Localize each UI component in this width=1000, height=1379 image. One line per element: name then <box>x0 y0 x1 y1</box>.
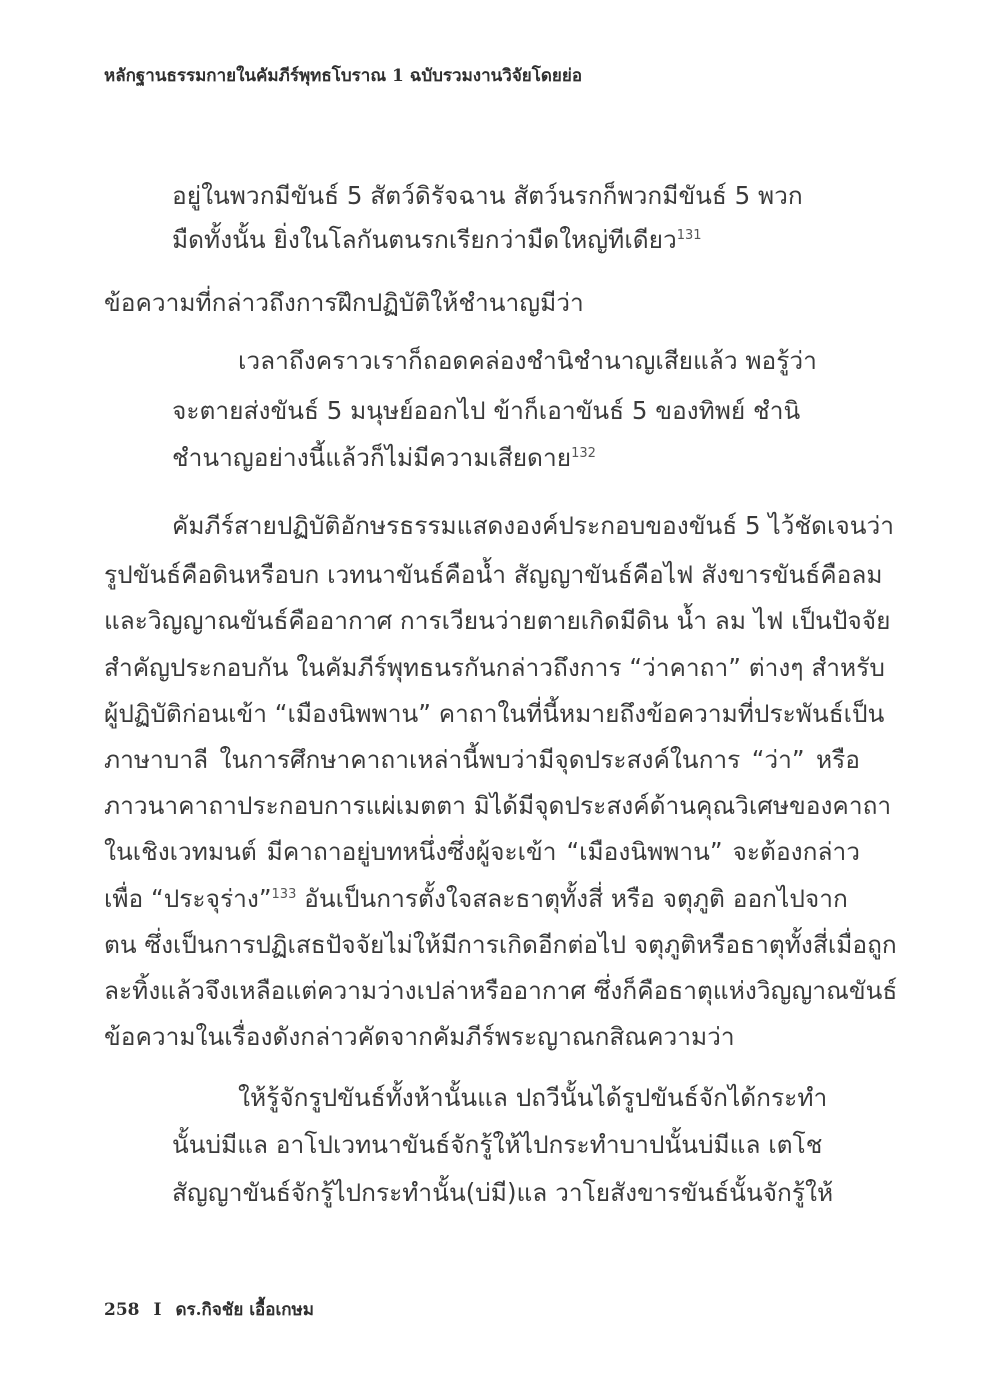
quote-line: นั้นบ่มีแล อาโปเวทนาขันธ์จักรู้ให้ไปกระทำบาปนั้นบ่มีแล เตโช <box>172 1130 823 1159</box>
paragraph-line: ผู้ปฏิบัติก่อนเข้า “เมืองนิพพาน” คาถาในที่นี้หมายถึงข้อความที่ประพันธ์เป็น <box>104 699 885 728</box>
quote-line <box>172 225 702 255</box>
paragraph-line <box>104 884 860 914</box>
paragraph-line: และวิญญาณขันธ์คืออากาศ การเวียนว่ายตายเกิดมีดิน น้ำ ลม ไฟ เป็นปัจจัย <box>104 606 891 635</box>
footer-separator: I <box>153 1300 162 1320</box>
running-header: หลักฐานธรรมกายในคัมภีร์พุทธโบราณ 1 ฉบับรวมงานวิจัยโดยย่อ <box>104 66 583 86</box>
quote-line: จะตายส่งขันธ์ 5 มนุษย์ออกไป ข้าก็เอาขันธ์ 5 ของทิพย์ ชำนิ <box>172 396 801 425</box>
quote-text: ชำนาญอย่างนี้แล้วก็ไม่มีความเสียดาย <box>172 443 572 472</box>
quote-text: มืดทั้งนั้น ยิ่งในโลกันตนรกเรียกว่ามืดใหญ่ทีเดียว <box>172 225 677 254</box>
paragraph-line: สำคัญประกอบกัน ในคัมภีร์พุทธนรกันกล่าวถึงการ “ว่าคาถา” ต่างๆ สำหรับ <box>104 653 885 682</box>
footnote-ref: 132 <box>571 445 596 461</box>
footnote-ref: 133 <box>271 886 297 902</box>
quote-line: ให้รู้จักรูปขันธ์ทั้งห้านั้นแล ปถวีนั้นได้รูปขันธ์จักได้กระทำ <box>238 1083 828 1112</box>
author-name: ดร.กิจชัย เอื้อเกษม <box>175 1300 314 1320</box>
intro-text: ข้อความที่กล่าวถึงการฝึกปฏิบัติให้ชำนาญมีว่า <box>104 288 584 317</box>
paragraph-line: ภาษาบาลี ในการศึกษาคาถาเหล่านี้พบว่ามีจุดประสงค์ในการ “ว่า” หรือ <box>104 745 860 774</box>
paragraph-line: ข้อความในเรื่องดังกล่าวคัดจากคัมภีร์พระญาณกสิณความว่า <box>104 1022 735 1051</box>
footnote-ref: 131 <box>676 227 702 243</box>
paragraph-line: คัมภีร์สายปฏิบัติอักษรธรรมแสดงองค์ประกอบของขันธ์ 5 ไว้ชัดเจนว่า <box>172 511 894 540</box>
quote-line: อยู่ในพวกมีขันธ์ 5 สัตว์ดิรัจฉาน สัตว์นรกก็พวกมีขันธ์ 5 พวก <box>172 181 803 210</box>
paragraph-line: ละทิ้งแล้วจึงเหลือแต่ความว่างเปล่าหรืออากาศ ซึ่งก็คือธาตุแห่งวิญญาณขันธ์ <box>104 976 898 1005</box>
quote-line: เวลาถึงคราวเราก็ถอดคล่องชำนิชำนาญเสียแล้ว พอรู้ว่า <box>238 346 817 375</box>
paragraph-line: รูปขันธ์คือดินหรือบก เวทนาขันธ์คือน้ำ สัญญาขันธ์คือไฟ สังขารขันธ์คือลม <box>104 560 883 589</box>
paragraph-line: ภาวนาคาถาประกอบการแผ่เมตตา มิได้มีจุดประสงค์ด้านคุณวิเศษของคาถา <box>104 791 892 820</box>
quote-line <box>172 443 596 473</box>
page-footer <box>104 1296 314 1323</box>
paragraph-text: เพื่อ “ประจุร่าง” <box>104 884 272 913</box>
paragraph-line: ตน ซึ่งเป็นการปฏิเสธปัจจัยไม่ให้มีการเกิดอีกต่อไป จตุภูติหรือธาตุทั้งสี่เมื่อถูก <box>104 930 897 959</box>
paragraph-text: อันเป็นการตั้งใจสละธาตุทั้งสี่ หรือ จตุภูติ ออกไปจาก <box>296 884 848 913</box>
page-number: 258 <box>104 1300 140 1320</box>
quote-line: สัญญาขันธ์จักรู้ไปกระทำนั้น(บ่มี)แล วาโยสังขารขันธ์นั้นจักรู้ให้ <box>172 1178 834 1207</box>
paragraph-line: ในเชิงเวทมนต์ มีคาถาอยู่บทหนึ่งซึ่งผู้จะเข้า “เมืองนิพพาน” จะต้องกล่าว <box>104 837 860 866</box>
